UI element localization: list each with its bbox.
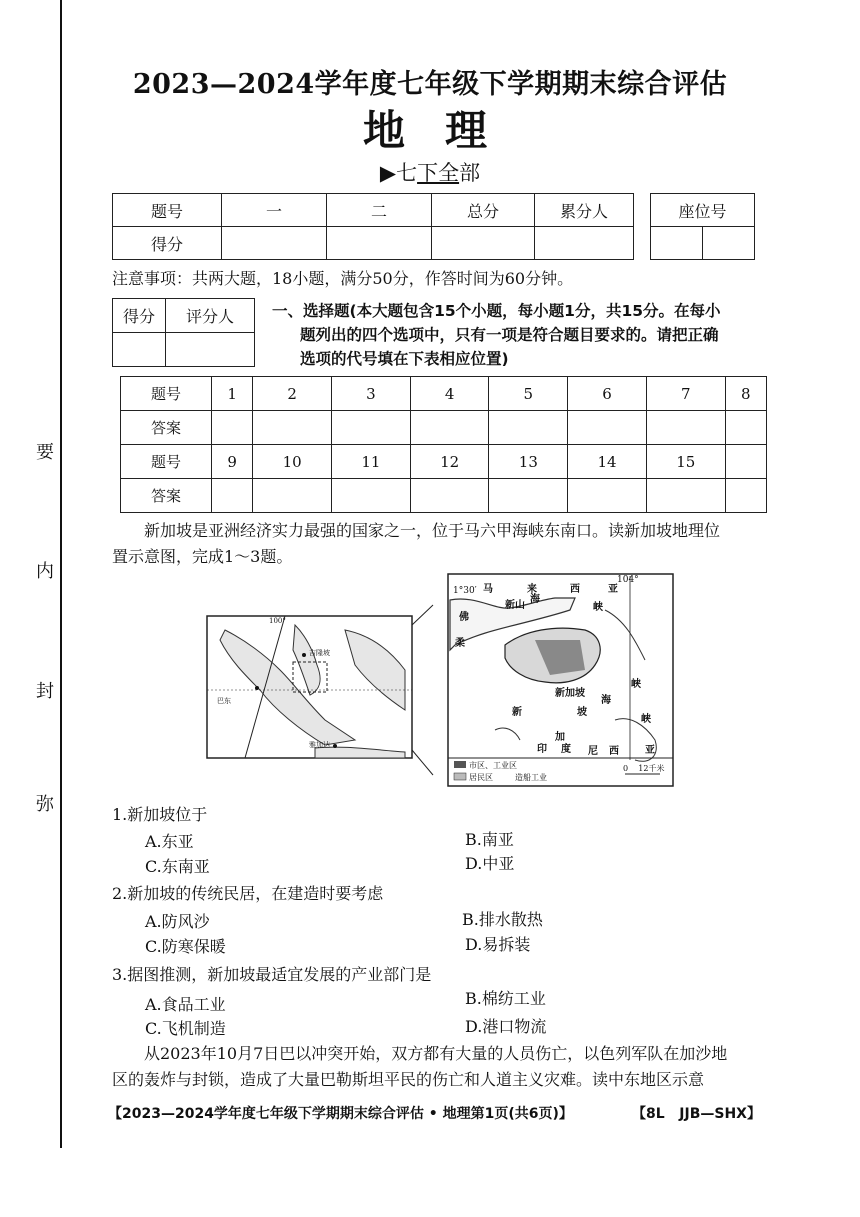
answer-table-cell: 1 [212, 377, 253, 411]
answer-table-cell: 15 [646, 445, 725, 479]
score-table [112, 193, 634, 260]
answer-table-cell: 4 [410, 377, 489, 411]
score-input-cell[interactable] [222, 227, 327, 260]
answer-input-cell[interactable] [725, 411, 766, 445]
intro-paragraph [112, 518, 792, 570]
score-input-cell[interactable] [327, 227, 432, 260]
answer-input-cell[interactable] [253, 411, 332, 445]
answer-input-cell[interactable] [568, 411, 647, 445]
left-map-place: 巴东 [217, 697, 231, 705]
answer-option[interactable]: D.港口物流 [465, 1017, 547, 1036]
answer-option[interactable]: A.防风沙 [145, 912, 210, 931]
left-map-city2: 雅加达 [309, 741, 330, 749]
notice-text: 注意事项：共两大题，18小题，满分50分，作答时间为60分钟。 [112, 269, 574, 288]
question-stem: 2.新加坡的传统民居，在建造时要考虑 [112, 884, 384, 903]
binding-char: 要 [36, 442, 54, 463]
right-map-xia: 峡 [593, 602, 603, 613]
answer-table-cell: 6 [568, 377, 647, 411]
answer-option[interactable]: B.排水散热 [462, 910, 543, 929]
answer-option[interactable]: C.飞机制造 [145, 1019, 226, 1038]
binding-char: 内 [36, 561, 54, 582]
grader-name-cell[interactable] [166, 333, 255, 367]
grader-score-cell[interactable] [113, 333, 166, 367]
legend-residential-swatch [454, 773, 466, 780]
answer-input-cell[interactable] [212, 411, 253, 445]
answer-table-cell: 题号 [121, 377, 212, 411]
indonesia-char: 亚 [645, 745, 655, 756]
score-input-cell[interactable] [535, 227, 634, 260]
right-map-lon-label: 104° [617, 575, 639, 585]
answer-input-cell[interactable] [332, 479, 411, 513]
binding-char: 封 [36, 681, 54, 702]
indonesia-char: 度 [561, 744, 571, 755]
seat-input-cell[interactable] [651, 227, 703, 260]
answer-table-cell: 9 [212, 445, 253, 479]
answer-option[interactable]: B.棉纺工业 [465, 989, 546, 1008]
answer-option[interactable]: B.南亚 [465, 830, 514, 849]
answer-input-cell[interactable] [489, 479, 568, 513]
answer-option[interactable]: D.中亚 [465, 854, 515, 873]
grader-table [112, 298, 255, 367]
right-map-lat-label: 1°30′ [453, 586, 477, 596]
connector-line-top [412, 605, 433, 625]
answer-option[interactable]: C.东南亚 [145, 857, 210, 876]
seat-label: 座位号 [651, 194, 755, 227]
scale-label: 0 12千米 [623, 764, 665, 773]
answer-table-cell: 2 [253, 377, 332, 411]
jakarta-dot [333, 744, 337, 748]
singapore-strait-char: 海 [601, 695, 611, 706]
score-table-cell: 题号 [113, 194, 222, 227]
answer-table-cell: 5 [489, 377, 568, 411]
passage-line: 区的轰炸与封锁，造成了大量巴勒斯坦平民的伤亡和人道主义灾难。读中东地区示意 [112, 1070, 705, 1089]
scope-suffix: 部 [459, 161, 481, 185]
page-footer: 【2023—2024学年度七年级下学期期末综合评估 • 地理第1页(共6页)】 [108, 1106, 573, 1122]
singapore-strait-char: 坡 [577, 707, 587, 718]
kuala-lumpur-dot [302, 653, 306, 657]
seat-table [650, 193, 755, 260]
answer-table-cell: 14 [568, 445, 647, 479]
answer-table-cell: 7 [646, 377, 725, 411]
answer-option[interactable]: A.食品工业 [145, 995, 226, 1014]
answer-table-cell: 13 [489, 445, 568, 479]
singapore-strait-char: 新 [512, 707, 522, 718]
score-table-cell: 得分 [113, 227, 222, 260]
answer-input-cell[interactable] [410, 411, 489, 445]
strait-char: 马 [483, 584, 493, 595]
indonesia-char: 西 [609, 746, 619, 757]
section-heading-line: 题列出的四个选项中，只有一项是符合题目要求的。请把正确 [300, 326, 719, 344]
right-map-singapore: 新加坡 [555, 688, 585, 699]
left-map-city1: 吉隆坡 [309, 649, 330, 657]
answer-input-cell[interactable] [212, 479, 253, 513]
answer-input-cell[interactable] [568, 479, 647, 513]
answer-option[interactable]: D.易拆装 [465, 935, 531, 954]
binding-char: 弥 [36, 794, 54, 815]
right-map-hai: 海 [530, 594, 540, 605]
section-heading-line: 选项的代号填在下表相应位置) [300, 350, 509, 368]
map-figure-svg [205, 570, 685, 790]
connector-line-bottom [412, 750, 433, 775]
strait-char: 亚 [608, 584, 618, 595]
right-map-xia2: 峡 [641, 714, 651, 725]
answer-option[interactable]: C.防寒保暖 [145, 937, 226, 956]
answer-input-cell[interactable] [332, 411, 411, 445]
question-stem: 3.据图推测，新加坡最适宜发展的产业部门是 [112, 965, 432, 984]
grader-name-label: 评分人 [166, 299, 255, 333]
answer-input-cell[interactable] [410, 479, 489, 513]
answer-input-cell[interactable] [725, 479, 766, 513]
passage-paragraph [112, 1041, 812, 1093]
right-map-fo: 佛 [459, 612, 469, 623]
intro-line: 新加坡是亚洲经济实力最强的国家之一，位于马六甲海峡东南口。读新加坡地理位 [144, 521, 721, 540]
answer-table-cell: 12 [410, 445, 489, 479]
singapore-strait-char: 峡 [631, 679, 641, 690]
left-map-lon-label: 100° [269, 617, 286, 625]
grader-score-label: 得分 [113, 299, 166, 333]
exam-title: 2023—2024学年度七年级下学期期末综合评估 [132, 69, 728, 100]
answer-input-cell[interactable] [489, 411, 568, 445]
subject-title: 地理 [362, 106, 527, 155]
answer-input-cell[interactable] [646, 411, 725, 445]
answer-table-cell: 答案 [121, 411, 212, 445]
singapore-location-map [205, 570, 685, 790]
answer-table-cell [725, 445, 766, 479]
score-table-cell: 累分人 [535, 194, 634, 227]
strait-char: 来 [527, 584, 537, 595]
scope-underlined: 下全 [417, 161, 460, 185]
right-map-rou: 柔 [455, 638, 465, 649]
answer-table-cell: 答案 [121, 479, 212, 513]
indonesia-char: 尼 [588, 746, 598, 757]
answer-input-cell[interactable] [253, 479, 332, 513]
score-table-cell: 总分 [432, 194, 535, 227]
scope-label [0, 157, 860, 187]
footer-code: 【8L JJB—SHX】 [632, 1106, 761, 1122]
right-map-newshan: 新山 [505, 600, 525, 611]
score-table-cell: 二 [327, 194, 432, 227]
question-stem: 1.新加坡位于 [112, 805, 208, 824]
score-input-cell[interactable] [432, 227, 535, 260]
section-heading-line: 一、选择题(本大题包含15个小题，每小题1分，共15分。在每小 [272, 302, 721, 320]
intro-line: 置示意图，完成1～3题。 [112, 547, 293, 566]
passage-line: 从2023年10月7日巴以冲突开始，双方都有大量的人员伤亡，以色列军队在加沙地 [144, 1044, 728, 1063]
answer-table [120, 376, 767, 513]
strait-char: 西 [570, 584, 580, 595]
answer-table-cell: 11 [332, 445, 411, 479]
section-heading [272, 299, 772, 371]
legend-residential-label: 居民区 [469, 773, 493, 782]
singapore-strait-char: 加 [555, 732, 565, 743]
answer-option[interactable]: A.东亚 [145, 832, 194, 851]
answer-table-cell: 3 [332, 377, 411, 411]
answer-table-cell: 题号 [121, 445, 212, 479]
answer-table-cell: 10 [253, 445, 332, 479]
legend-urban-label: 市区、工业区 [469, 761, 517, 770]
seat-input-cell[interactable] [702, 227, 754, 260]
answer-input-cell[interactable] [646, 479, 725, 513]
legend-urban-swatch [454, 761, 466, 768]
scope-prefix: ▶七 [379, 161, 418, 185]
padang-dot [255, 686, 259, 690]
indonesia-char: 印 [537, 744, 547, 755]
answer-table-cell: 8 [725, 377, 766, 411]
score-table-cell: 一 [222, 194, 327, 227]
legend-shipbuilding-label: 造船工业 [515, 773, 547, 782]
